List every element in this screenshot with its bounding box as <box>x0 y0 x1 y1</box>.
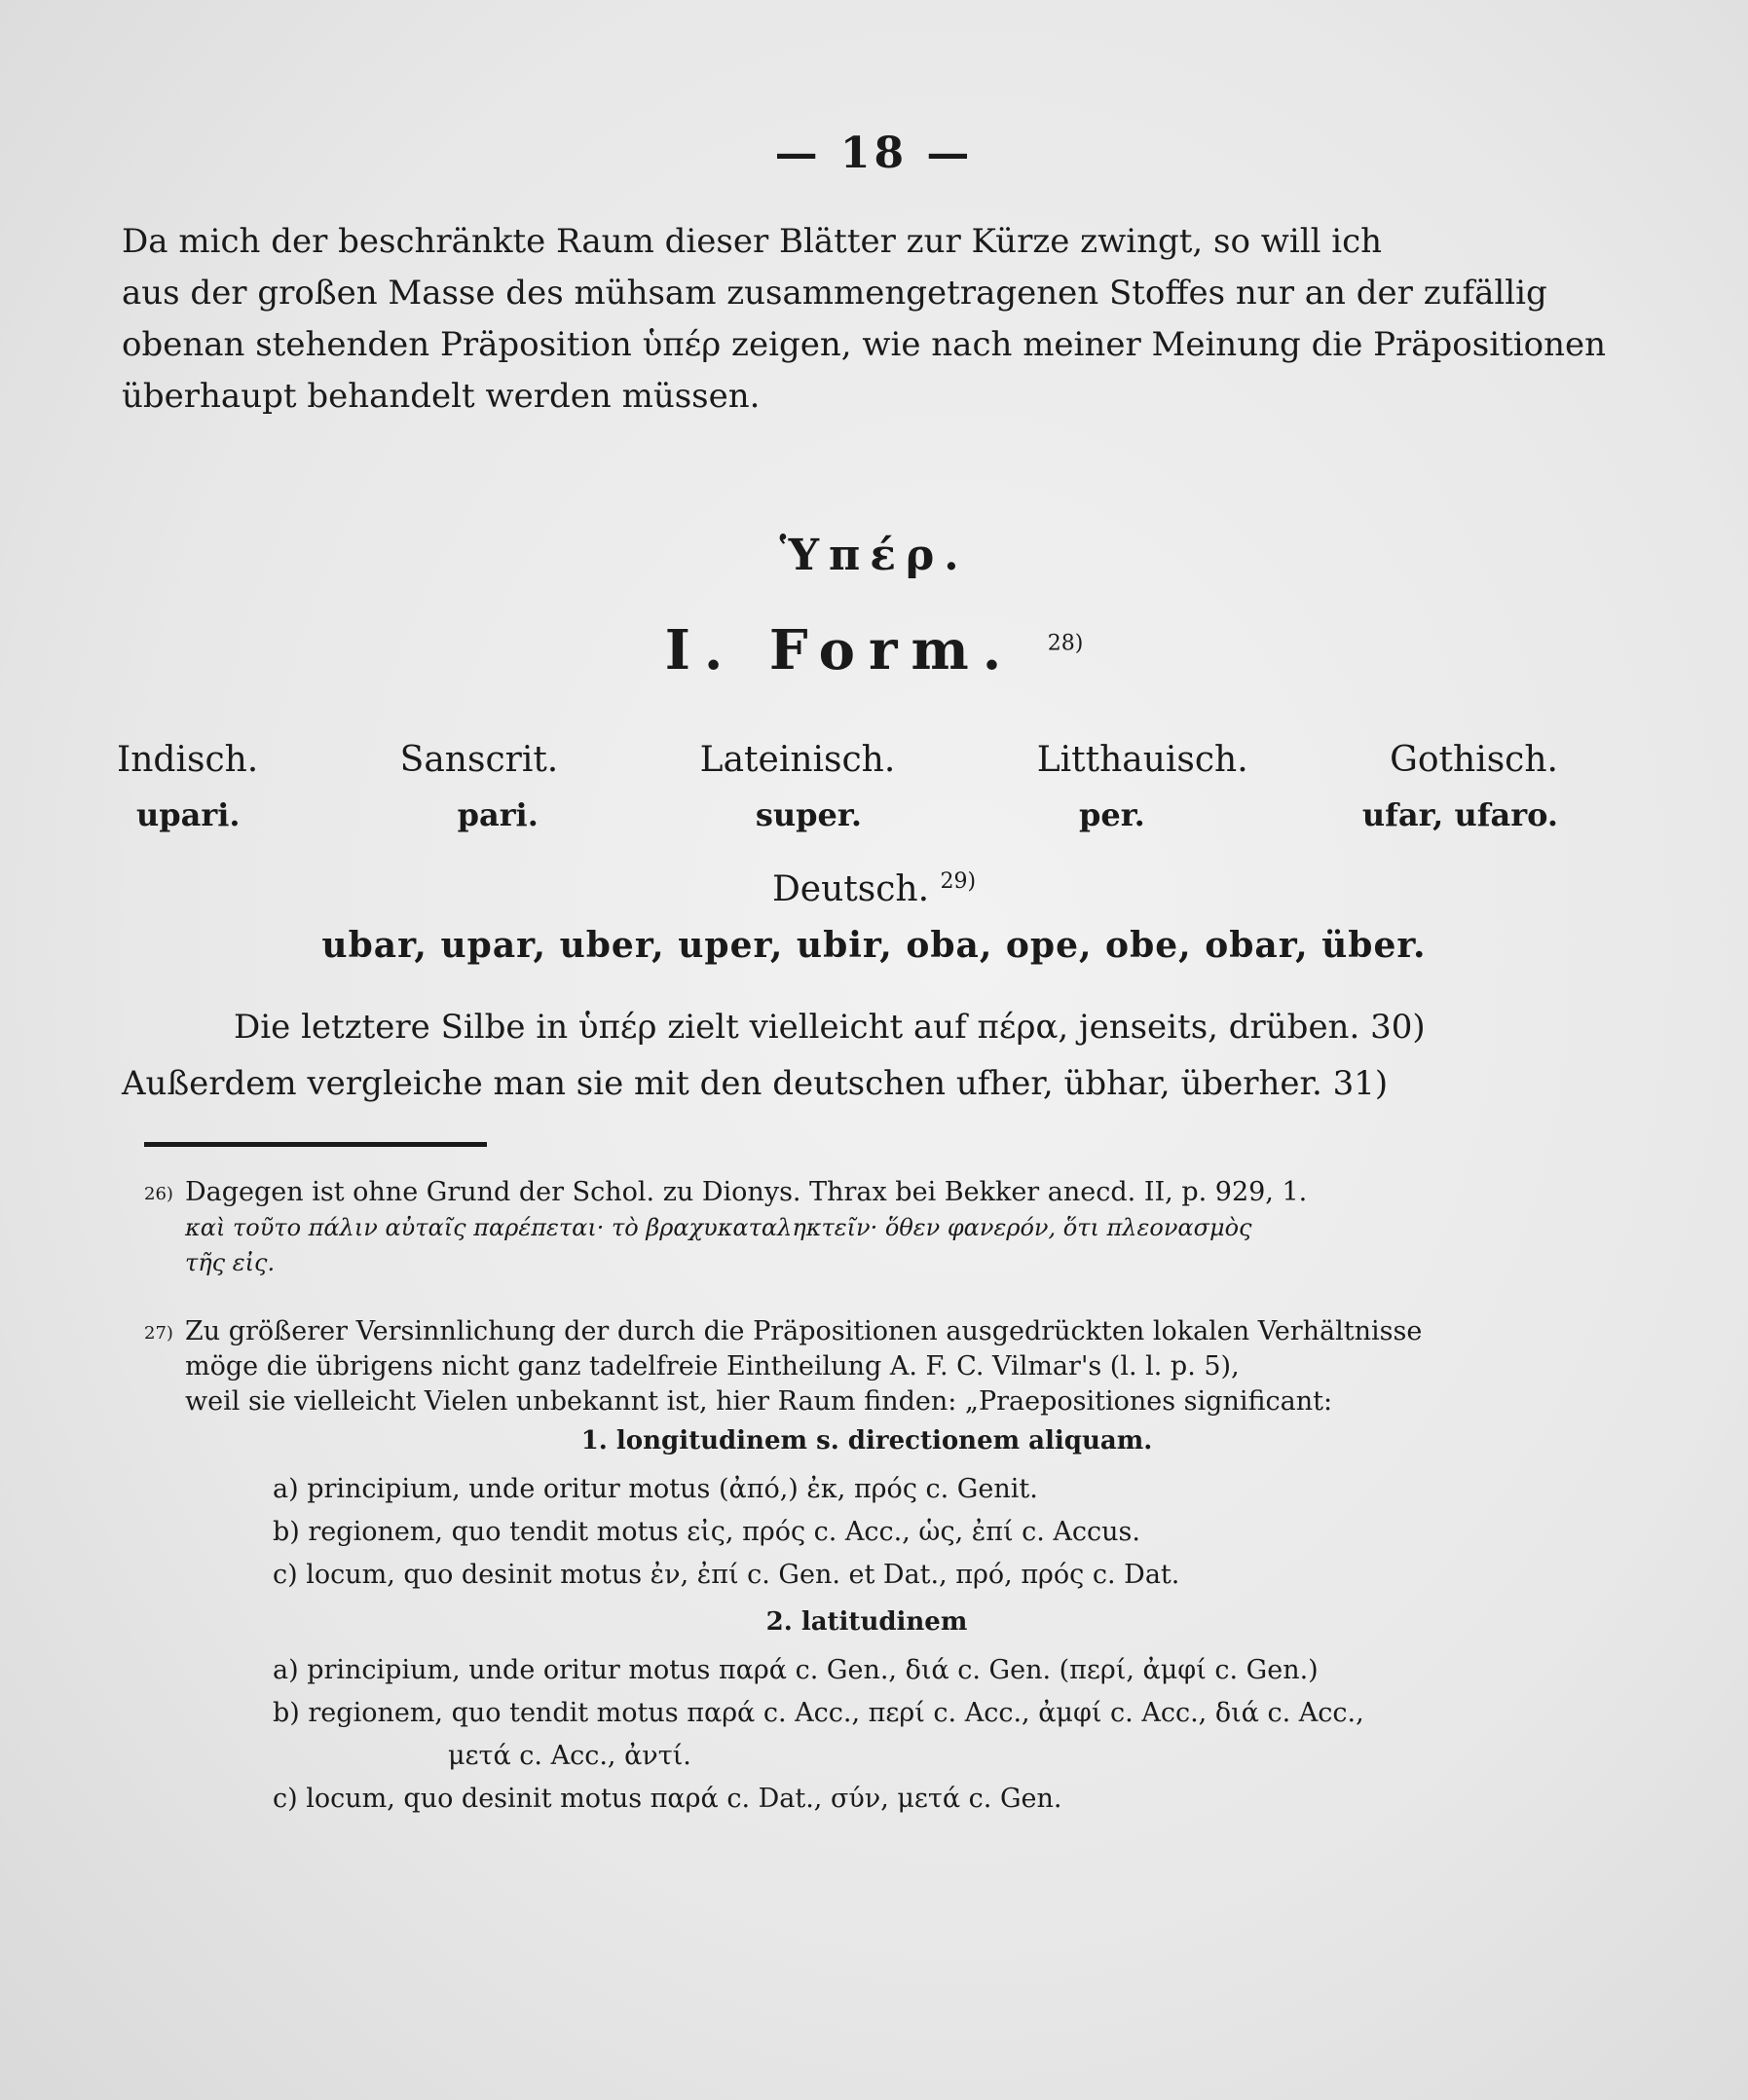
section2-title: 2. latitudinem <box>765 1607 968 1637</box>
language-form: pari. <box>457 796 539 833</box>
footnote-line: möge die übrigens nicht ganz tadelfreie Eintheilung A. F. C. Vilmar's (l. l. p. 5), <box>185 1351 1240 1382</box>
intro-paragraph <box>122 216 1607 423</box>
second-line: Außerdem vergleiche man sie mit den deutschen ufher, übhar, überher. 31) <box>122 1064 1389 1103</box>
footnote-line: καὶ τοῦτο πάλιν αὐταῖς παρέπεται· τὸ βραχυκαταληκτεῖν· ὅθεν φανερόν, ὅτι πλεονασμὸς <box>185 1214 1252 1241</box>
intro-line: obenan stehenden Präposition ὑπέρ zeigen, wie nach meiner Meinung die Präpositionen <box>122 325 1607 364</box>
section2-item: μετά c. Acc., ἀντί. <box>448 1741 691 1771</box>
language-form: upari. <box>136 796 241 833</box>
section2-item: a) principium, unde oritur motus παρά c. Gen., διά c. Gen. (περί, ἀμφί c. Gen.) <box>273 1655 1319 1685</box>
footnote-line: Dagegen ist ohne Grund der Schol. zu Dionys. Thrax bei Bekker anecd. II, p. 929, 1. <box>185 1177 1308 1207</box>
section2-item: c) locum, quo desinit motus παρά c. Dat., σύν, μετά c. Gen. <box>273 1784 1062 1814</box>
heading-form <box>0 618 1748 682</box>
footnote-27 <box>144 1314 1548 1821</box>
language-form: super. <box>755 796 862 833</box>
footnote-line: τῆς εἰς. <box>185 1249 276 1276</box>
language-names-row <box>117 740 1558 780</box>
intro-line: aus der großen Masse des mühsam zusammengetragenen Stoffes nur an der zufällig <box>122 274 1547 313</box>
footnote-26 <box>144 1175 1548 1280</box>
footnote-line: weil sie vielleicht Vielen unbekannt ist, hier Raum finden: „Praepositiones significant: <box>185 1386 1333 1417</box>
footnote-number: 26) <box>144 1184 173 1204</box>
section2-item: b) regionem, quo tendit motus παρά c. Acc., περί c. Acc., ἀμφί c. Acc., διά c. Acc., <box>273 1698 1364 1728</box>
language-name: Indisch. <box>117 740 259 780</box>
section1-item: b) regionem, quo tendit motus εἰς, πρός c. Acc., ὡς, ἐπί c. Accus. <box>273 1517 1140 1547</box>
deutsch-label: Deutsch. <box>771 869 930 909</box>
footnote-divider <box>144 1142 487 1147</box>
second-line: Die letztere Silbe in ὑπέρ zielt vielleicht auf πέρα, jenseits, drüben. 30) <box>234 1008 1426 1047</box>
language-form: ufar, ufaro. <box>1361 796 1558 833</box>
footnote-line: Zu größerer Versinnlichung der durch die Präpositionen ausgedrückten lokalen Verhältnisse <box>185 1316 1423 1346</box>
deutsch-heading <box>0 869 1748 909</box>
language-name: Sanscrit. <box>399 740 559 780</box>
heading-greek: Ὑπέρ. <box>779 531 969 580</box>
heading-form-footnote-ref: 28) <box>1047 631 1084 656</box>
language-form: per. <box>1079 796 1145 833</box>
deutsch-forms: ubar, upar, uber, uper, ubir, oba, ope, obe, obar, über. <box>321 925 1427 966</box>
footnote-number: 27) <box>144 1323 173 1344</box>
section1-item: a) principium, unde oritur motus (ἀπό,) ἐκ, πρός c. Genit. <box>273 1474 1038 1504</box>
intro-line: Da mich der beschränkte Raum dieser Blätter zur Kürze zwingt, so will ich <box>122 222 1383 261</box>
heading-form-text: I. Form. <box>664 618 1016 682</box>
section1-item: c) locum, quo desinit motus ἐν, ἐπί c. Gen. et Dat., πρό, πρός c. Dat. <box>273 1560 1180 1590</box>
language-forms-row <box>136 796 1558 833</box>
page-number: — 18 — <box>774 129 974 178</box>
language-name: Litthauisch. <box>1036 740 1248 780</box>
intro-line: überhaupt behandelt werden müssen. <box>122 377 761 416</box>
language-name: Gothisch. <box>1390 740 1558 780</box>
second-paragraph <box>122 999 1543 1112</box>
section1-title: 1. longitudinem s. directionem aliquam. <box>580 1426 1153 1455</box>
deutsch-footnote-ref: 29) <box>940 869 977 894</box>
language-name: Lateinisch. <box>699 740 896 780</box>
